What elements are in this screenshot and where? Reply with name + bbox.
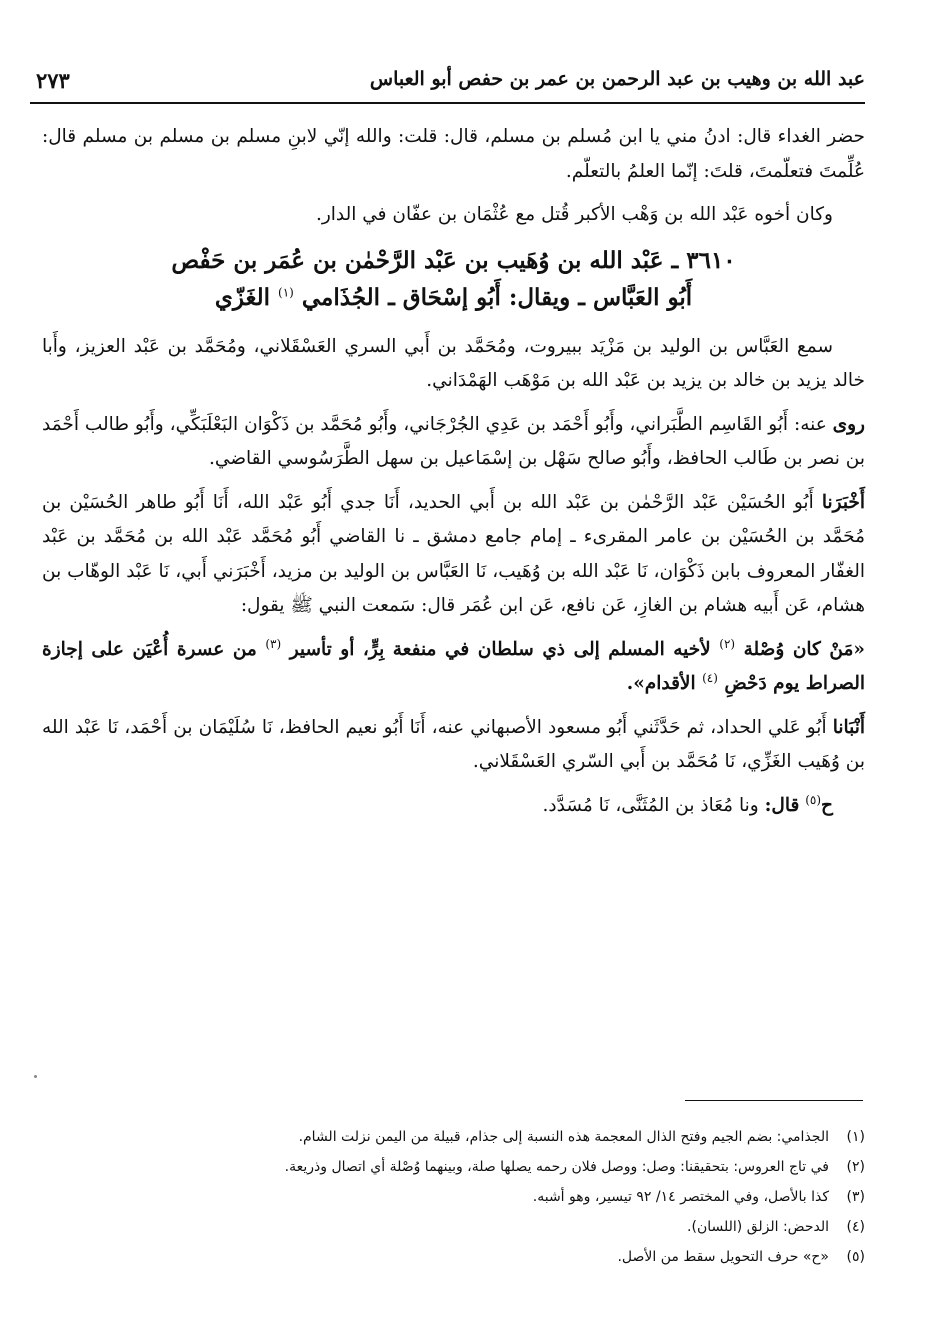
- scan-speck: [34, 1075, 37, 1078]
- footnote-3: [90, 1182, 865, 1212]
- footnote-text: «ح» حرف التحويل سقط من الأصل.: [617, 1249, 829, 1265]
- paragraph-teachers: سمع العَبَّاس بن الوليد بن مَزْيَد ببيروت، ومُحَمَّد بن أَبي السري العَسْقَلاني، ومُحَمَّد بن عَبْد العزيز، وأَبا خالد يزيد بن خالد بن يزيد بن عَبْد الله بن مَوْهَب الهَمْدَاني.: [42, 335, 865, 391]
- hadith-part-2: لأخيه المسلم إلى ذي سلطان في منفعة بِرٍّ، أو تأسير: [289, 638, 711, 660]
- hadith-part-3: من عسرة أُعْيَن على إجازة الصراط يوم دَحْضِ: [42, 638, 865, 694]
- footnote-rule: [685, 1100, 863, 1101]
- paragraph-brother-note: وكان أخوه عَبْد الله بن وَهْب الأكبر قُتل مع عُثْمَان بن عفّان في الدار.: [315, 204, 833, 225]
- footnote-ref-1[interactable]: (١): [278, 284, 294, 299]
- paragraph-isnad-1: [42, 486, 865, 624]
- footnote-5: [90, 1242, 865, 1272]
- footnote-text: في تاج العروس: بتحقيقنا: وصل: ووصل فلان رحمه يصلها صلة، وبينهما وُصْلة أي اتصال وذريعة.: [284, 1159, 829, 1175]
- paragraph-hadith: [42, 633, 865, 702]
- main-text: [42, 120, 865, 832]
- paragraph-students-text: عنه: أَبُو القَاسِم الطَّبَراني، وأَبُو أَحْمَد بن عَدِي الجُرْجَاني، وأَبُو مُحَمَّد بن ذَكْوَان البَعْلَبَكِّي، وأَبُو طالب أَحْمَد بن نصر بن طَالب الحافظ، وأَبُو صالح سَهْل بن إسْمَاعيل بن سهل الطَّرَسُوسي القاضي.: [42, 413, 865, 469]
- footnote-number: (٥): [846, 1249, 865, 1265]
- paragraph-isnad-3: [42, 789, 865, 824]
- lead-word-anbana: أَنْبَانا: [832, 716, 865, 738]
- tahwil-letter: ح: [821, 794, 833, 816]
- footnote-ref-3[interactable]: (٣): [265, 636, 282, 651]
- page-number: ٢٧٣: [36, 68, 70, 93]
- paragraph-isnad-1-text: أَبُو الحُسَيْن عَبْد الرَّحْمٰن بن عَبْد الله بن أَبي الحديد، أَنَا جدي أَبُو عَبْد الله، أَنَا أَبُو طاهر الحُسَيْن بن مُحَمَّد بن الحُسَيْن بن عامر المقرىء ـ إمام جامع دمشق ـ نا القاضي أَبُو مُحَمَّد عَبْد الله بن مُحَمَّد بن عَبْد الغفّار المعروف بابن ذَكْوَان، نَا عَبْد الله بن وُهَيب، نَا العَبَّاس بن الوليد بن مزيد، أَخْبَرَني أَبي، نَا عَبْد الوهّاب بن هشام، عَن أَبيه هشام بن الغازِ، عَن نافع، عَن ابن عُمَر قال: سَمعت النبي ﷺ يقول:: [42, 491, 865, 616]
- lead-word-rawa: روى: [832, 413, 865, 435]
- footnote-number: (٣): [846, 1189, 865, 1205]
- footnote-2: [90, 1152, 865, 1182]
- header-rule: [30, 102, 865, 104]
- footnote-4: [90, 1212, 865, 1242]
- footnote-ref-2[interactable]: (٢): [719, 636, 736, 651]
- page-header: [30, 60, 865, 106]
- paragraph-isnad-2-text: أَبُو عَلي الحداد، ثم حَدَّثَني أَبُو مسعود الأصبهاني عنه، أَنَا أَبُو نعيم الحافظ، نَا سُلَيْمَان بن أَحْمَد، نَا عَبْد الله بن وُهَيب الغَزِّي، نَا مُحَمَّد بن أَبي السّري العَسْقَلاني.: [42, 716, 865, 772]
- running-head: عبد الله بن وهيب بن عبد الرحمن بن عمر بن حفص أبو العباس: [369, 68, 865, 90]
- footnote-number: (١): [846, 1129, 865, 1145]
- footnote-ref-5[interactable]: (٥): [805, 792, 822, 807]
- paragraph-students: [42, 408, 865, 477]
- entry-heading-kunya: أَبُو العَبَّاس ـ ويقال: أَبُو إسْحَاق ـ الجُذَامي: [301, 283, 693, 311]
- footnote-text: الجذامي: بضم الجيم وفتح الذال المعجمة هذه النسبة إلى جذام، قبيلة من اليمن نزلت الشام.: [298, 1129, 829, 1145]
- footnote-text: كذا بالأصل، وفي المختصر ١٤/ ٩٢ تيسير، وهو أشبه.: [532, 1189, 829, 1205]
- footnote-1: [90, 1122, 865, 1152]
- footnote-number: (٢): [846, 1159, 865, 1175]
- entry-heading-line-1: ٣٦١٠ ـ عَبْد الله بن وُهَيب بن عَبْد الرَّحْمٰن بن عُمَر بن حَفْص: [171, 246, 736, 274]
- entry-heading-nisba: الغَزّي: [214, 283, 270, 311]
- entry-heading: [42, 242, 865, 316]
- footnote-text: الدحض: الزلق (اللسان).: [687, 1219, 829, 1235]
- lead-word-qala: قال:: [764, 794, 800, 816]
- footnote-number: (٤): [846, 1219, 865, 1235]
- footnotes: [90, 1122, 865, 1272]
- paragraph-continuation: حضر الغداء قال: ادنُ مني يا ابن مُسلم بن مسلم، قال: قلت: والله إنّي لابنِ مسلم بن مسلم بن مسلم قال: عُلِّمتَ فتعلّمتَ، قلتَ: إنّما العلمُ بالتعلّم.: [42, 126, 865, 182]
- hadith-part-4: الأقدام».: [626, 673, 696, 694]
- paragraph-isnad-2: [42, 711, 865, 780]
- lead-word-akhbarana: أَخْبَرَنا: [821, 491, 865, 513]
- entry-heading-line-2: [42, 279, 865, 316]
- hadith-part-1: «مَنْ كان وُصْلة: [743, 638, 865, 660]
- paragraph-isnad-3-text: ونا مُعَاذ بن المُثَنَّى، نَا مُسَدَّد.: [542, 794, 759, 816]
- footnote-ref-4[interactable]: (٤): [702, 670, 718, 685]
